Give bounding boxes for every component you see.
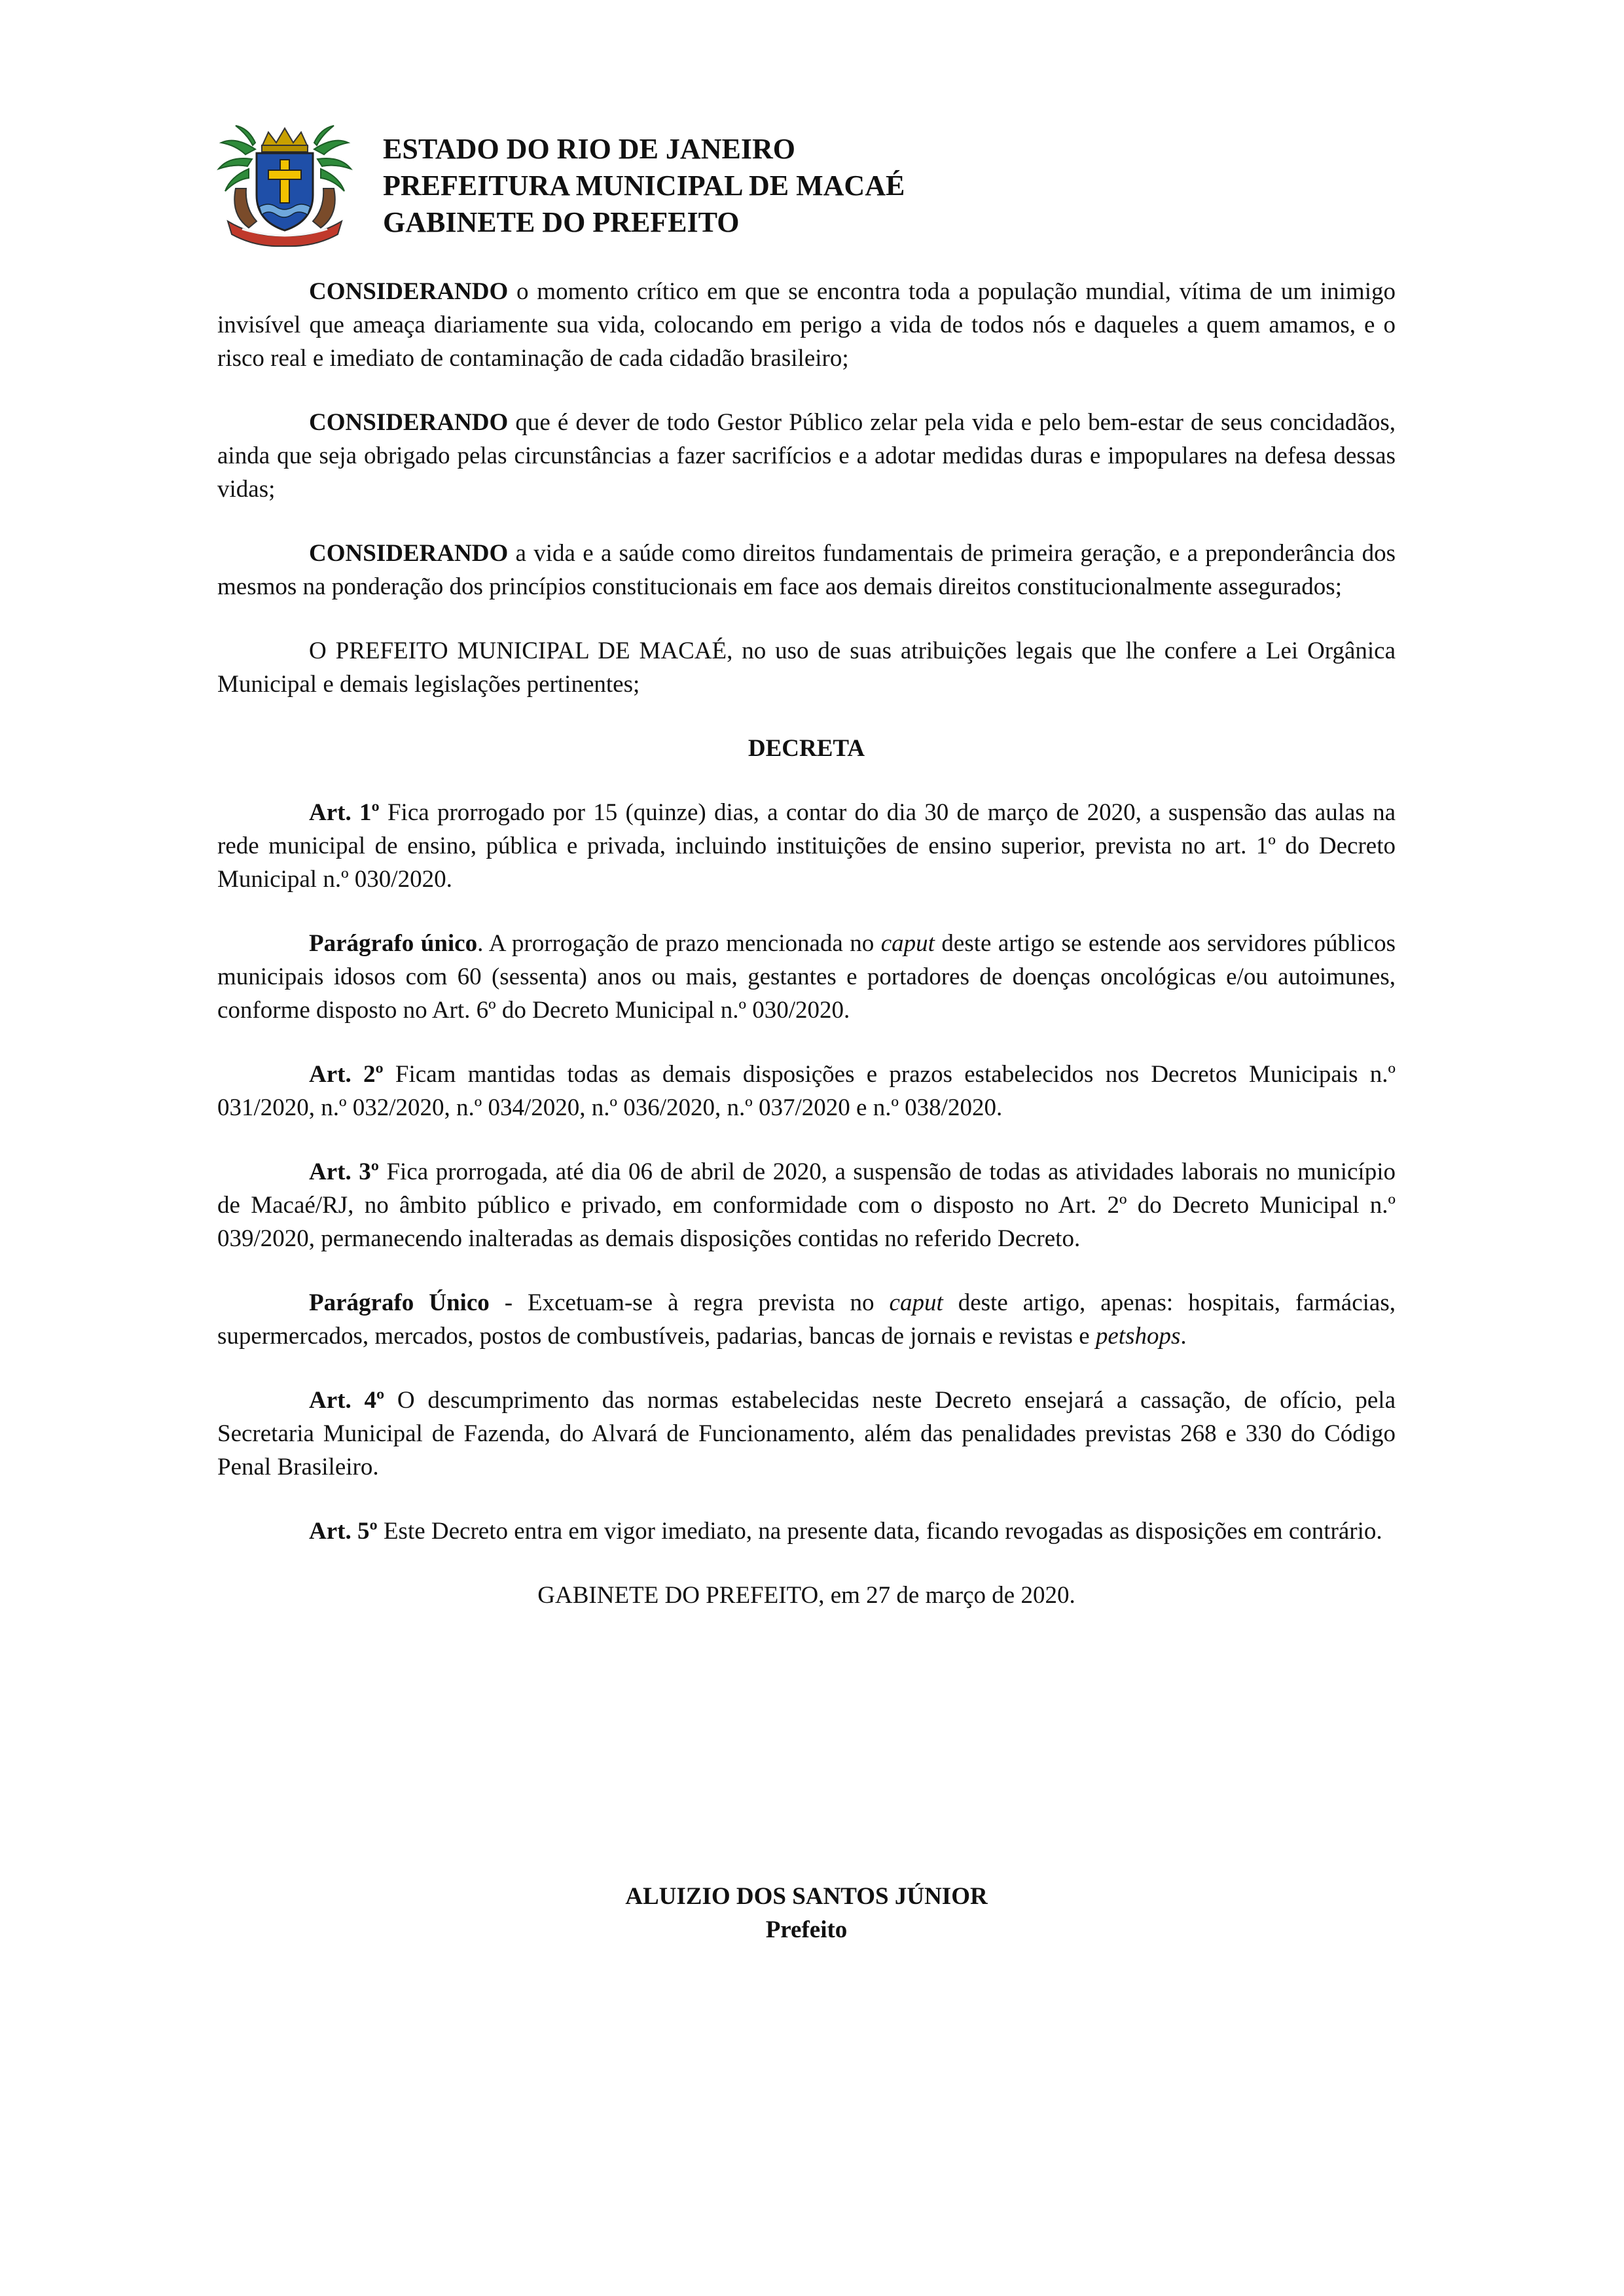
article-3: [217, 1155, 1396, 1255]
signatory-title: Prefeito: [765, 1916, 848, 1943]
letterhead-prefeitura: PREFEITURA MUNICIPAL DE MACAÉ: [383, 170, 905, 202]
paragraph-label: Parágrafo Único: [309, 1289, 490, 1316]
article-text: O descumprimento das normas estabelecidas neste Decreto ensejará a cassação, de ofício, pela Secretaria Municipal de Fazenda, do Alvará de Funcionamento, além das penalidades previstas 268 e 330 do Código Penal Brasileiro.: [217, 1387, 1396, 1480]
letterhead-gabinete: GABINETE DO PREFEITO: [383, 206, 740, 238]
paragraph-text: . A prorrogação de prazo mencionada no: [477, 930, 881, 957]
decreta-heading: DECRETA: [748, 735, 865, 762]
letterhead-state: ESTADO DO RIO DE JANEIRO: [383, 133, 795, 165]
preamble: O PREFEITO MUNICIPAL DE MACAÉ, no uso de suas atribuições legais que lhe confere a Lei Orgânica Municipal e demais legislações pertinentes;: [217, 637, 1396, 698]
petshops-term: petshops: [1095, 1323, 1181, 1350]
considerando-text: a vida e a saúde como direitos fundamentais de primeira geração, e a preponderância dos mesmos na ponderação dos princípios constitucionais em face aos demais direitos constitucionalmente assegurados;: [217, 540, 1396, 600]
considerando-text: que é dever de todo Gestor Público zelar pela vida e pelo bem-estar de seus concidadãos, ainda que seja obrigado pelas circunstâncias a fazer sacrifícios e a adotar medidas duras e impopulares na defesa dessas vidas;: [217, 409, 1396, 503]
paragraph-text: .: [1180, 1323, 1187, 1350]
article-3-paragraph: [217, 1286, 1396, 1353]
paragraph-text: deste artigo se estende aos servidores públicos municipais idosos com 60 (sessenta) anos ou mais, gestantes e portadores de doenças oncológicas e/ou autoimunes, conforme disposto no Art. 6º do Decreto Municipal n.º 030/2020.: [217, 930, 1396, 1024]
signatory-name: ALUIZIO DOS SANTOS JÚNIOR: [625, 1883, 988, 1910]
date-line: GABINETE DO PREFEITO, em 27 de março de 2020.: [537, 1582, 1075, 1609]
considerando-3: [217, 537, 1396, 603]
article-1-paragraph: [217, 927, 1396, 1027]
article-text: Fica prorrogada, até dia 06 de abril de 2020, a suspensão de todas as atividades laborais no município de Macaé/RJ, no âmbito público e privado, em conformidade com o disposto no Art. 2º do Decreto Municipal n.º 039/2020, permanecendo inalteradas as demais disposições contidas no referido Decreto.: [217, 1158, 1396, 1252]
decree-body: [217, 275, 1396, 1612]
article-text: Ficam mantidas todas as demais disposições e prazos estabelecidos nos Decretos Municipais n.º 031/2020, n.º 032/2020, n.º 034/2020, n.º 036/2020, n.º 037/2020 e n.º 038/2020.: [217, 1061, 1396, 1121]
signature-block: [217, 1880, 1396, 1946]
article-label: Art. 1º: [309, 799, 380, 826]
article-4: [217, 1384, 1396, 1484]
considerando-text: o momento crítico em que se encontra toda a população mundial, vítima de um inimigo invisível que ameaça diariamente sua vida, colocando em perigo a vida de todos nós e daqueles a quem amamos, e o risco real e imediato de contaminação de cada cidadão brasileiro;: [217, 278, 1396, 372]
coat-of-arms-icon: [216, 123, 353, 249]
caput-term: caput: [880, 930, 935, 957]
article-text: Este Decreto entra em vigor imediato, na presente data, ficando revogadas as disposições em contrário.: [377, 1518, 1382, 1545]
paragraph-text: deste artigo, apenas: hospitais, farmácias, supermercados, mercados, postos de combustíveis, padarias, bancas de jornais e revistas e: [217, 1289, 1396, 1350]
considerando-keyword: CONSIDERANDO: [309, 278, 509, 305]
article-1: [217, 796, 1396, 896]
caput-term: caput: [889, 1289, 943, 1316]
article-text: Fica prorrogado por 15 (quinze) dias, a contar do dia 30 de março de 2020, a suspensão das aulas na rede municipal de ensino, pública e privada, incluindo instituições de ensino superior, prevista no art. 1º do Decreto Municipal n.º 030/2020.: [217, 799, 1396, 893]
article-2: [217, 1058, 1396, 1124]
paragraph-text: - Excetuam-se à regra prevista no: [489, 1289, 890, 1316]
considerando-1: [217, 275, 1396, 375]
considerando-2: [217, 406, 1396, 506]
paragraph-label: Parágrafo único: [309, 930, 478, 957]
article-label: Art. 5º: [309, 1518, 378, 1545]
article-5: [217, 1515, 1396, 1548]
article-label: Art. 3º: [309, 1158, 379, 1185]
letterhead: [383, 131, 905, 241]
considerando-keyword: CONSIDERANDO: [309, 540, 509, 567]
article-label: Art. 2º: [309, 1061, 384, 1088]
considerando-keyword: CONSIDERANDO: [309, 409, 509, 436]
article-label: Art. 4º: [309, 1387, 385, 1414]
